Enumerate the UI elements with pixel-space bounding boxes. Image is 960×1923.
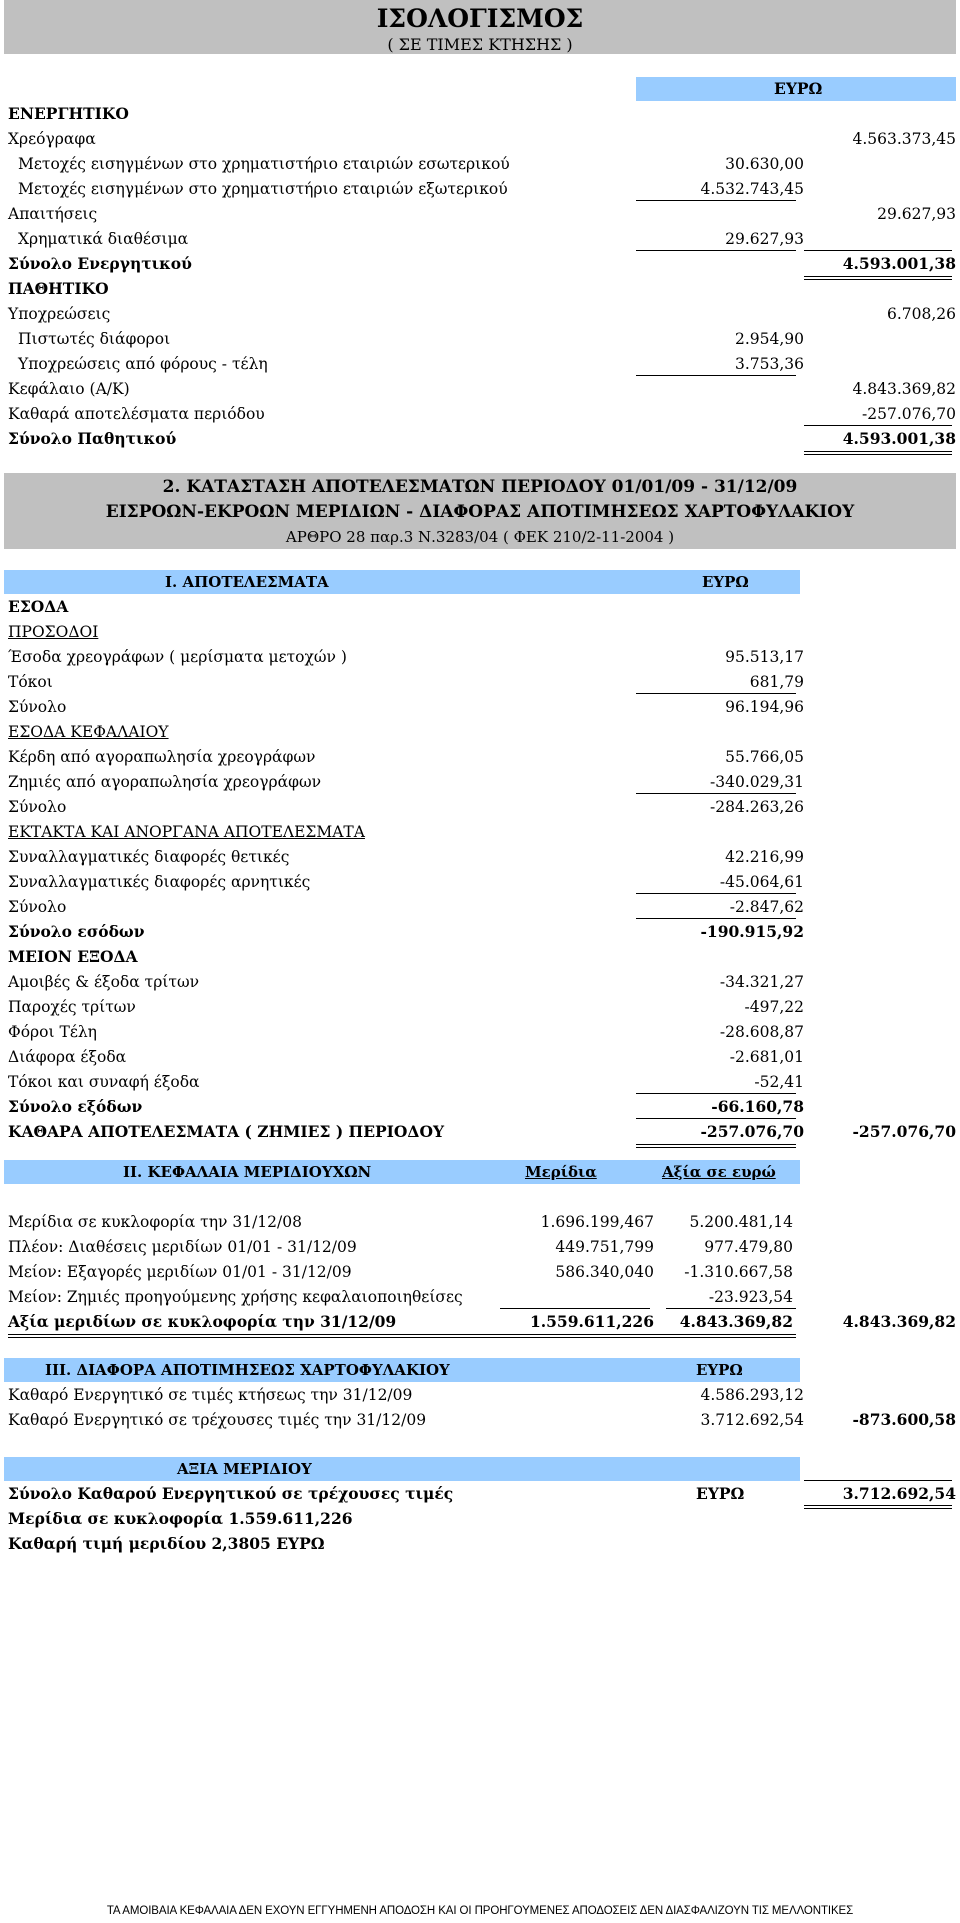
currency-header: ΕΥΡΩ: [774, 79, 823, 98]
total-expenses-value: -66.160,78: [711, 1097, 804, 1116]
current-nav-value: 3.712.692,54: [700, 1411, 804, 1429]
assets-heading-row: [8, 102, 952, 126]
valuation-difference-value: -873.600,58: [852, 1410, 956, 1429]
total-net-assets-value: 3.712.692,54: [842, 1484, 956, 1503]
fx-neg-value: -45.064,61: [719, 873, 804, 891]
subscriptions-value: 977.479,80: [704, 1238, 793, 1256]
dividends-value: 95.513,17: [725, 648, 804, 666]
obligations-row: [8, 302, 956, 326]
revenue-total-value: 96.194,96: [725, 698, 804, 716]
units-start-units: 1.696.199,467: [540, 1213, 654, 1231]
capital-income-heading: ΕΣΟΔΑ ΚΕΦΑΛΑΙΟΥ: [8, 723, 169, 741]
extra-total-row: [8, 895, 952, 919]
tax-value: 3.753,36: [734, 355, 804, 373]
total-expenses-label: Σύνολο εξόδων: [8, 1097, 143, 1116]
third-party-value: -497,22: [744, 998, 804, 1016]
interest-expense-row: [8, 1070, 952, 1094]
units-outstanding: Μερίδια σε κυκλοφορία 1.559.611,226: [8, 1509, 353, 1528]
net-results-period-value: -257.076,70: [700, 1122, 804, 1141]
total-income-row: [8, 920, 952, 944]
double-rule: [804, 451, 952, 455]
creditors-label: Πιστωτές διάφοροι: [18, 330, 171, 348]
total-net-assets-label: Σύνολο Καθαρού Ενεργητικού σε τρέχουσες τιμές: [8, 1484, 454, 1503]
cost-nav-row: [8, 1383, 952, 1407]
obligations-total: 6.708,26: [886, 305, 956, 323]
revenue-heading: ΠΡΟΣΟΔΟΙ: [8, 623, 99, 641]
section2-law-reference: ΑΡΘΡΟ 28 παρ.3 Ν.3283/04 ( ΦΕΚ 210/2-11-2004 ): [285, 528, 675, 546]
interest-expense-label: Τόκοι και συναφή έξοδα: [8, 1073, 200, 1091]
rule: [804, 250, 952, 251]
balance-currency-row: [8, 77, 952, 101]
redemptions-row: [8, 1260, 952, 1284]
cash-row: [8, 227, 952, 251]
losses-row: [8, 770, 952, 794]
current-nav-row: [8, 1408, 956, 1432]
rule: [636, 200, 796, 201]
receivables-row: [8, 202, 956, 226]
units-start-row: [8, 1210, 952, 1234]
fees-label: Αμοιβές & έξοδα τρίτων: [8, 973, 200, 991]
fees-row: [8, 970, 952, 994]
interest-row: [8, 670, 952, 694]
losses-label: Ζημιές από αγοραπωλησία χρεογράφων: [8, 773, 322, 791]
total-net-assets-row: [8, 1482, 956, 1506]
prior-losses-row: [8, 1285, 952, 1309]
page-subtitle: ( ΣΕ ΤΙΜΕΣ ΚΤΗΣΗΣ ): [387, 35, 573, 54]
rule: [636, 250, 796, 251]
unit-value-header-row: [8, 1457, 952, 1481]
third-party-label: Παροχές τρίτων: [8, 998, 136, 1016]
dividends-row: [8, 645, 952, 669]
income-heading: ΕΣΟΔΑ: [8, 597, 69, 616]
gains-row: [8, 745, 952, 769]
extraordinary-heading: ΕΚΤΑΚΤΑ ΚΑΙ ΑΝΟΡΓΑΝΑ ΑΠΟΤΕΛΕΣΜΑΤΑ: [8, 823, 365, 841]
rule: [636, 1118, 796, 1119]
fees-value: -34.321,27: [719, 973, 804, 991]
capital-row: [8, 377, 956, 401]
capital-header: ΙΙ. ΚΕΦΑΛΑΙΑ ΜΕΡΙΔΙΟΥΧΩΝ: [123, 1163, 372, 1181]
total-liabilities-label: Σύνολο Παθητικού: [8, 429, 177, 448]
results-header-row: [8, 570, 952, 594]
foreign-value: 4.532.743,45: [700, 180, 804, 198]
nav-per-unit: Καθαρή τιμή μεριδίου 2,3805 ΕΥΡΩ: [8, 1534, 325, 1553]
total-expenses-row: [8, 1095, 952, 1119]
net-results-period-value-right: -257.076,70: [852, 1122, 956, 1141]
capital-label: Κεφάλαιο (Α/Κ): [8, 380, 130, 398]
capital-header-row: [8, 1160, 952, 1184]
obligations-label: Υποχρεώσεις: [8, 305, 111, 323]
revenue-total-row: [8, 695, 952, 719]
subscriptions-label: Πλέον: Διαθέσεις μεριδίων 01/01 - 31/12/09: [8, 1238, 357, 1256]
rule: [636, 893, 796, 894]
total-assets-value: 4.593.001,38: [842, 254, 956, 273]
liabilities-heading-row: [8, 277, 952, 301]
units-column-header: Μερίδια: [525, 1163, 597, 1181]
net-results-label: Καθαρά αποτελέσματα περιόδου: [8, 405, 265, 423]
rule: [804, 425, 952, 426]
total-net-assets-currency: ΕΥΡΩ: [696, 1484, 745, 1503]
subscriptions-units: 449.751,799: [555, 1238, 654, 1256]
extraordinary-heading-row: [8, 820, 952, 844]
fx-pos-label: Συναλλαγματικές διαφορές θετικές: [8, 848, 290, 866]
rule: [636, 693, 796, 694]
total-assets-label: Σύνολο Ενεργητικού: [8, 254, 192, 273]
net-results-value: -257.076,70: [862, 405, 956, 423]
section2-banner: [4, 473, 956, 549]
total-liabilities-row: [8, 427, 956, 451]
expenses-heading: ΜΕΙΟΝ ΕΞΟΔΑ: [8, 947, 138, 966]
unit-value-header: ΑΞΙΑ ΜΕΡΙΔΙΟΥ: [177, 1460, 312, 1478]
units-end-units: 1.559.611,226: [529, 1312, 654, 1331]
misc-label: Διάφορα έξοδα: [8, 1048, 127, 1066]
units-start-label: Μερίδια σε κυκλοφορία την 31/12/08: [8, 1213, 302, 1231]
liabilities-heading: ΠΑΘΗΤΙΚΟ: [8, 279, 109, 298]
assets-heading: ΕΝΕΡΓΗΤΙΚΟ: [8, 104, 129, 123]
valuation-header: ΙΙΙ. ΔΙΑΦΟΡΑ ΑΠΟΤΙΜΗΣΕΩΣ ΧΑΡΤΟΦΥΛΑΚΙΟΥ: [45, 1361, 450, 1379]
tax-label: Υποχρεώσεις από φόρους - τέλη: [18, 355, 268, 373]
capital-total-label: Σύνολο: [8, 798, 67, 816]
domestic-label: Μετοχές εισηγμένων στο χρηματιστήριο εταιριών εσωτερικού: [18, 155, 510, 173]
double-rule: [636, 1144, 796, 1148]
net-results-period-label: ΚΑΘΑΡΑ ΑΠΟΤΕΛΕΣΜΑΤΑ ( ΖΗΜΙΕΣ ) ΠΕΡΙΟΔΟΥ: [8, 1122, 445, 1141]
cost-nav-label: Καθαρό Ενεργητικό σε τιμές κτήσεως την 31/12/09: [8, 1386, 413, 1404]
units-end-value-right: 4.843.369,82: [842, 1312, 956, 1331]
current-nav-label: Καθαρό Ενεργητικό σε τρέχουσες τιμές την 31/12/09: [8, 1411, 427, 1429]
units-end-label: Αξία μεριδίων σε κυκλοφορία την 31/12/09: [8, 1312, 397, 1331]
taxes-row: [8, 1020, 952, 1044]
fx-neg-row: [8, 870, 952, 894]
nav-per-unit-row: [8, 1532, 952, 1556]
receivables-label: Απαιτήσεις: [8, 205, 98, 223]
foreign-row: [8, 177, 952, 201]
valuation-header-row: [8, 1358, 952, 1382]
value-column-header: Αξία σε ευρώ: [662, 1163, 776, 1181]
domestic-row: [8, 152, 952, 176]
receivables-total: 29.627,93: [877, 205, 956, 223]
redemptions-label: Μείον: Εξαγορές μεριδίων 01/01 - 31/12/09: [8, 1263, 352, 1281]
subscriptions-row: [8, 1235, 952, 1259]
interest-label: Τόκοι: [8, 673, 53, 691]
capital-total-row: [8, 795, 952, 819]
revenue-total-label: Σύνολο: [8, 698, 67, 716]
creditors-value: 2.954,90: [734, 330, 804, 348]
revenue-heading-row: [8, 620, 952, 644]
redemptions-units: 586.340,040: [555, 1263, 654, 1281]
extra-total-label: Σύνολο: [8, 898, 67, 916]
domestic-value: 30.630,00: [725, 155, 804, 173]
capital-total-value: -284.263,26: [710, 798, 804, 816]
units-end-row: [8, 1310, 956, 1334]
valuation-currency: ΕΥΡΩ: [696, 1361, 743, 1379]
third-party-row: [8, 995, 952, 1019]
rule: [636, 1093, 796, 1094]
interest-expense-value: -52,41: [754, 1073, 804, 1091]
redemptions-value: -1.310.667,58: [684, 1263, 793, 1281]
extra-total-value: -2.847,62: [729, 898, 804, 916]
prior-losses-label: Μείον: Ζημιές προηγούμενης χρήσης κεφαλαιοποιηθείσες: [8, 1288, 463, 1306]
cost-nav-value: 4.586.293,12: [700, 1386, 804, 1404]
fx-neg-label: Συναλλαγματικές διαφορές αρνητικές: [8, 873, 311, 891]
results-header: Ι. ΑΠΟΤΕΛΕΣΜΑΤΑ: [165, 573, 329, 591]
units-outstanding-row: [8, 1507, 952, 1531]
net-results-row: [8, 402, 956, 426]
results-currency: ΕΥΡΩ: [702, 573, 749, 591]
rule: [636, 793, 796, 794]
tax-row: [8, 352, 952, 376]
double-rule: [8, 1334, 796, 1338]
rule: [636, 375, 796, 376]
capital-income-heading-row: [8, 720, 952, 744]
securities-label: Χρεόγραφα: [8, 130, 96, 148]
rule: [636, 918, 796, 919]
dividends-label: Έσοδα χρεογράφων ( μερίσματα μετοχών ): [8, 648, 347, 666]
total-assets-row: [8, 252, 956, 276]
total-income-label: Σύνολο εσόδων: [8, 922, 145, 941]
units-start-value: 5.200.481,14: [689, 1213, 793, 1231]
cash-value: 29.627,93: [725, 230, 804, 248]
cash-label: Χρηματικά διαθέσιμα: [18, 230, 189, 248]
creditors-row: [8, 327, 952, 351]
page-title: ΙΣΟΛΟΓΙΣΜΟΣ: [376, 4, 584, 33]
total-income-value: -190.915,92: [700, 922, 804, 941]
securities-total: 4.563.373,45: [852, 130, 956, 148]
capital-value: 4.843.369,82: [852, 380, 956, 398]
net-results-period-row: [8, 1120, 956, 1144]
misc-value: -2.681,01: [729, 1048, 804, 1066]
disclaimer-footer: ΤΑ ΑΜΟΙΒΑΙΑ ΚΕΦΑΛΑΙΑ ΔΕΝ ΕΧΟΥΝ ΕΓΓΥΗΜΕΝΗ ΑΠΟΔΟΣΗ ΚΑΙ ΟΙ ΠΡΟΗΓΟΥΜΕΝΕΣ ΑΠΟΔΟΣΕΙΣ ΔΕΝ ΔΙΑΣΦΑΛΙΖΟΥΝ ΤΙΣ ΜΕΛΛΟΝΤΙΚΕΣ: [106, 1905, 854, 1917]
misc-row: [8, 1045, 952, 1069]
rule: [500, 1308, 650, 1309]
rule: [666, 1308, 796, 1309]
fx-pos-value: 42.216,99: [725, 848, 804, 866]
interest-value: 681,79: [749, 673, 804, 691]
expenses-heading-row: [8, 945, 952, 969]
securities-row: [8, 127, 956, 151]
prior-losses-value: -23.923,54: [708, 1288, 793, 1306]
section2-subtitle: ΕΙΣΡΟΩΝ-ΕΚΡΟΩΝ ΜΕΡΙΔΙΩΝ - ΔΙΑΦΟΡΑΣ ΑΠΟΤΙΜΗΣΕΩΣ ΧΑΡΤΟΦΥΛΑΚΙΟΥ: [105, 502, 855, 522]
total-liabilities-value: 4.593.001,38: [842, 429, 956, 448]
gains-value: 55.766,05: [725, 748, 804, 766]
units-end-value: 4.843.369,82: [679, 1312, 793, 1331]
gains-label: Κέρδη από αγοραπωλησία χρεογράφων: [8, 748, 316, 766]
losses-value: -340.029,31: [710, 773, 804, 791]
taxes-label: Φόροι Τέλη: [8, 1023, 97, 1041]
title-banner: [4, 0, 956, 54]
income-heading-row: [8, 595, 952, 619]
foreign-label: Μετοχές εισηγμένων στο χρηματιστήριο εταιριών εξωτερικού: [18, 180, 508, 198]
section2-title: 2. ΚΑΤΑΣΤΑΣΗ ΑΠΟΤΕΛΕΣΜΑΤΩΝ ΠΕΡΙΟΔΟΥ 01/01/09 - 31/12/09: [162, 477, 798, 497]
fx-pos-row: [8, 845, 952, 869]
taxes-value: -28.608,87: [719, 1023, 804, 1041]
rule: [804, 1480, 952, 1481]
